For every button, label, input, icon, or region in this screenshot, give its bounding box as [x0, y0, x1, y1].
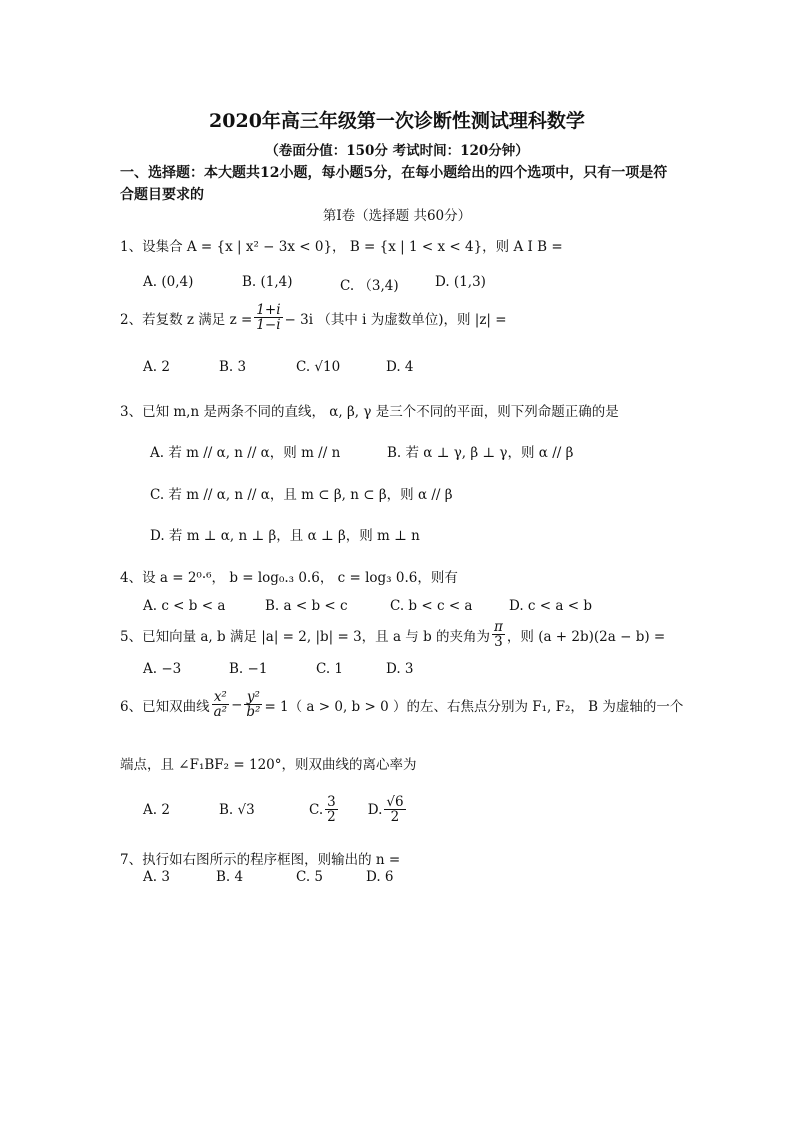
q3-option-b: B. 若 α ⊥ γ, β ⊥ γ，则 α // β [387, 445, 574, 461]
q1-option-b: B. (1,4) [242, 274, 293, 290]
q4-option-a: A. c < b < a [143, 598, 226, 614]
q6-option-c-den: 2 [327, 809, 336, 826]
q3-option-c: C. 若 m // α, n // α，且 m ⊂ β, n ⊂ β，则 α // β [150, 487, 453, 503]
q1-stem: 1、设集合 A = {x | x² − 3x < 0}， B = {x | 1 < x < 4}，则 A I B = [120, 239, 563, 255]
exam-meta: （卷面分值：150分 考试时间：120分钟） [265, 143, 529, 159]
q5-stem [120, 620, 665, 649]
q4-stem: 4、设 a = 2⁰·⁶， b = log₀.₃ 0.6， c = log₃ 0.6，则有 [120, 570, 458, 586]
q6-option-a: A. 2 [143, 801, 170, 818]
q5-option-b: B. −1 [229, 661, 268, 677]
q7-option-a: A. 3 [143, 869, 170, 885]
q2-option-b: B. 3 [219, 359, 247, 375]
q3-option-a: A. 若 m // α, n // α，则 m // n [150, 445, 341, 461]
q2-option-c: C. √10 [296, 359, 341, 375]
q2-option-d: D. 4 [386, 359, 414, 375]
q6-fraction-y [244, 690, 262, 719]
q2-fraction-den: 1−i [256, 317, 281, 334]
q6-option-c-label: C. [309, 801, 324, 818]
q1-option-d: D. (1,3) [435, 274, 486, 290]
q5-option-a: A. −3 [143, 661, 182, 677]
q2-fraction [254, 303, 282, 332]
q6-fraction-y-den: b² [246, 704, 261, 721]
q5-option-d: D. 3 [386, 661, 414, 677]
q2-options [143, 359, 414, 375]
q6-fraction-x-num: x² [212, 690, 229, 705]
q5-fraction-num: π [494, 619, 503, 635]
q5-prefix: 5、已知向量 a, b 满足 |a| = 2, |b| = 3，且 a 与 b 的夹角为 [120, 628, 491, 645]
q2-fraction-num: 1+i [256, 302, 281, 318]
q7-options [143, 869, 394, 885]
q2-prefix: 2、若复数 z 满足 z = [120, 311, 253, 328]
q7-option-b: B. 4 [216, 869, 244, 885]
q5-fraction-den: 3 [494, 634, 503, 651]
q6-fraction-y-num: y² [244, 690, 262, 705]
q5-option-c: C. 1 [316, 661, 344, 677]
q7-option-d: D. 6 [366, 869, 394, 885]
q6-option-d-den: 2 [390, 809, 400, 826]
q5-fraction [492, 620, 505, 649]
q2-stem [120, 303, 507, 332]
q7-stem: 7、执行如右图所示的程序框图，则输出的 n = [120, 852, 401, 868]
q6-options [143, 795, 408, 824]
section-heading-line2: 合题目要求的 [120, 187, 204, 203]
q4-option-b: B. a < b < c [265, 598, 348, 614]
q2-suffix: − 3i （其中 i 为虚数单位)，则 |z| = [284, 311, 507, 328]
q6-stem [120, 690, 683, 719]
part-heading: 第Ⅰ卷（选择题 共60分） [322, 208, 472, 224]
q6-suffix: = 1（ a > 0, b > 0 ）的左、右焦点分别为 F₁, F₂， B 为虚轴的一个 [264, 698, 684, 715]
q6-option-c-fraction [325, 795, 338, 824]
q6-line2: 端点，且 ∠F₁BF₂ = 120°，则双曲线的离心率为 [120, 757, 417, 773]
q3-stem: 3、已知 m,n 是两条不同的直线， α, β, γ 是三个不同的平面，则下列命题正确的是 [120, 404, 619, 420]
q4-options [143, 598, 592, 614]
q6-option-d-fraction [384, 795, 405, 824]
q6-option-d-label: D. [367, 801, 383, 818]
q6-option-b: B. √3 [219, 801, 255, 818]
q6-fraction-x-den: a² [213, 704, 228, 721]
q4-option-c: C. b < c < a [390, 598, 473, 614]
q4-option-d: D. c < a < b [509, 598, 592, 614]
q5-suffix: ，则 (a + 2b)(2a − b) = [506, 628, 666, 645]
q6-fraction-x [212, 690, 229, 719]
q6-prefix: 6、已知双曲线 [120, 698, 210, 715]
q1-option-c: C. （3,4) [340, 278, 399, 294]
q1-option-a: A. (0,4) [143, 274, 194, 290]
q6-option-c-num: 3 [327, 794, 336, 810]
q1-options [143, 274, 486, 294]
q6-minus: − [231, 696, 243, 713]
q2-option-a: A. 2 [143, 359, 170, 375]
q7-option-c: C. 5 [296, 869, 324, 885]
q5-options [143, 661, 414, 677]
section-heading-line1: 一、选择题：本大题共12小题，每小题5分，在每小题给出的四个选项中，只有一项是符 [120, 165, 668, 181]
page-title: 2020年高三年级第一次诊断性测试理科数学 [209, 110, 585, 132]
q6-option-d-num: √6 [386, 794, 404, 810]
q3-option-d: D. 若 m ⊥ α, n ⊥ β，且 α ⊥ β，则 m ⊥ n [150, 528, 420, 544]
